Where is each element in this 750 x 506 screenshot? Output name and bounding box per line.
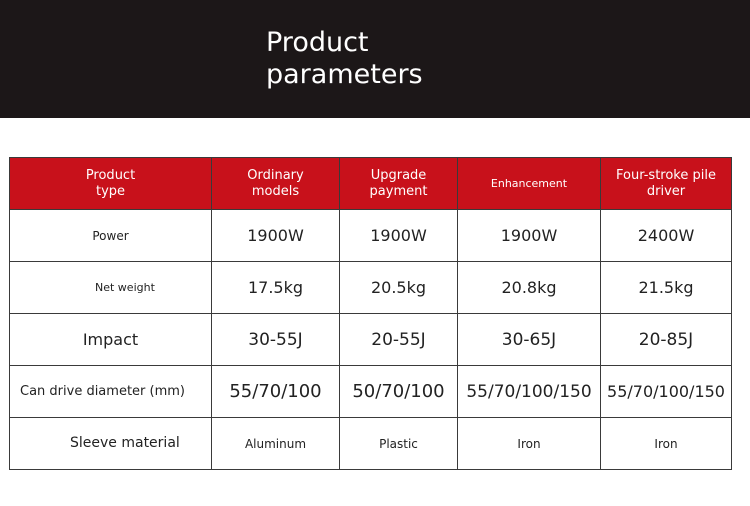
row-label-drive-diameter: Can drive diameter (mm) — [10, 366, 212, 418]
page-title-line-2: parameters — [266, 59, 423, 90]
cell-sleeve-four-stroke: Iron — [601, 418, 732, 470]
table-row-net-weight — [10, 262, 732, 314]
header-banner — [0, 0, 750, 118]
row-label-impact: Impact — [10, 314, 212, 366]
header-enhancement: Enhancement — [458, 158, 601, 210]
product-parameters-table — [9, 157, 732, 470]
cell-power-upgrade: 1900W — [340, 210, 458, 262]
cell-diameter-ordinary: 55/70/100 — [212, 366, 340, 418]
cell-weight-four-stroke: 21.5kg — [601, 262, 732, 314]
cell-power-ordinary: 1900W — [212, 210, 340, 262]
header-four-stroke-pile-driver: Four-stroke pile driver — [601, 158, 732, 210]
header-upgrade-payment: Upgrade payment — [340, 158, 458, 210]
row-label-net-weight: Net weight — [10, 262, 212, 314]
table-header-row — [10, 158, 732, 210]
table-row-drive-diameter — [10, 366, 732, 418]
cell-impact-ordinary: 30-55J — [212, 314, 340, 366]
cell-diameter-enhancement: 55/70/100/150 — [458, 366, 601, 418]
page-title-line-1: Product — [266, 27, 369, 58]
cell-sleeve-upgrade: Plastic — [340, 418, 458, 470]
cell-weight-upgrade: 20.5kg — [340, 262, 458, 314]
row-label-power: Power — [10, 210, 212, 262]
cell-diameter-four-stroke: 55/70/100/150 — [601, 366, 732, 418]
header-ordinary-models: Ordinary models — [212, 158, 340, 210]
page-title — [266, 27, 423, 91]
cell-power-enhancement: 1900W — [458, 210, 601, 262]
cell-power-four-stroke: 2400W — [601, 210, 732, 262]
cell-sleeve-enhancement: Iron — [458, 418, 601, 470]
table-row-sleeve-material — [10, 418, 732, 470]
header-product-type: Product type — [10, 158, 212, 210]
cell-impact-upgrade: 20-55J — [340, 314, 458, 366]
cell-impact-four-stroke: 20-85J — [601, 314, 732, 366]
cell-weight-ordinary: 17.5kg — [212, 262, 340, 314]
table-row-power — [10, 210, 732, 262]
cell-sleeve-ordinary: Aluminum — [212, 418, 340, 470]
cell-weight-enhancement: 20.8kg — [458, 262, 601, 314]
cell-impact-enhancement: 30-65J — [458, 314, 601, 366]
row-label-sleeve-material: Sleeve material — [10, 418, 212, 470]
cell-diameter-upgrade: 50/70/100 — [340, 366, 458, 418]
table-row-impact — [10, 314, 732, 366]
